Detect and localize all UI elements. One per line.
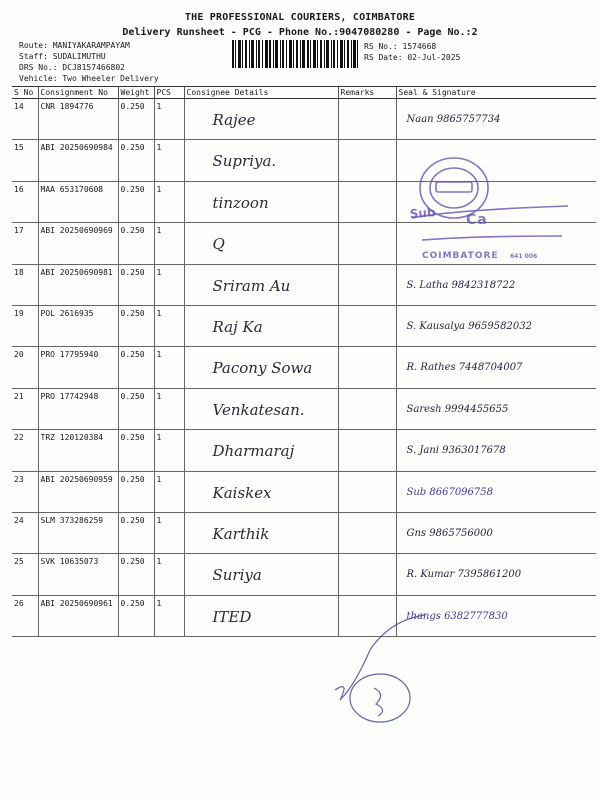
cell-remarks: [338, 430, 396, 471]
cell-seal-signature: [396, 305, 596, 346]
cell-weight: 0.250: [118, 347, 154, 388]
cell-weight: 0.250: [118, 430, 154, 471]
handwritten-signature: Saresh 9994455655: [406, 403, 509, 415]
cell-remarks: [338, 595, 396, 636]
col-header-weight: Weight: [118, 87, 154, 99]
table-row: [12, 264, 596, 305]
cell-seal-signature: [396, 347, 596, 388]
cell-pcs: 1: [154, 554, 184, 595]
cell-sno: 22: [12, 430, 38, 471]
col-header-signature: Seal & Signature: [396, 87, 596, 99]
cell-sno: 15: [12, 140, 38, 181]
cell-weight: 0.250: [118, 595, 154, 636]
svg-text:Ca: Ca: [466, 212, 488, 228]
cell-seal-signature: [396, 471, 596, 512]
table-row: [12, 512, 596, 553]
runsheet-subtitle: Delivery Runsheet - PCG - Phone No.:9047080280 - Page No.:2: [122, 27, 478, 38]
cell-consignee-details: [184, 554, 338, 595]
cell-consignee-details: [184, 388, 338, 429]
table-row: [12, 388, 596, 429]
cell-sno: 20: [12, 347, 38, 388]
cell-consignment-no: ABI 20250690981: [38, 264, 118, 305]
cell-sno: 19: [12, 305, 38, 346]
cell-consignment-no: MAA 653170608: [38, 181, 118, 222]
cell-seal-signature: [396, 512, 596, 553]
cell-seal-signature: [396, 223, 596, 264]
rs-number: RS No.: 1574668: [364, 42, 437, 51]
cell-pcs: 1: [154, 140, 184, 181]
handwritten-signature: S. Latha 9842318722: [406, 279, 516, 291]
cell-weight: 0.250: [118, 264, 154, 305]
handwritten-consignee-name: Rajee: [212, 111, 256, 129]
cell-pcs: 1: [154, 512, 184, 553]
handwritten-consignee-name: Suriya: [212, 566, 262, 585]
table-row: [12, 99, 596, 140]
cell-sno: 14: [12, 99, 38, 140]
handwritten-signature: Naan 9865757734: [406, 114, 501, 125]
cell-consignee-details: [184, 595, 338, 636]
handwritten-signature: R. Rathes 7448704007: [406, 362, 523, 374]
cell-consignment-no: PRO 17795940: [38, 347, 118, 388]
cell-consignment-no: TRZ 120120384: [38, 430, 118, 471]
col-header-pcs: PCS: [154, 87, 184, 99]
handwritten-signature: Sub 8667096758: [406, 486, 493, 498]
cell-consignee-details: [184, 264, 338, 305]
cell-consignment-no: ABI 20250690969: [38, 223, 118, 264]
cell-remarks: [338, 305, 396, 346]
col-header-remarks: Remarks: [338, 87, 396, 99]
company-title: THE PROFESSIONAL COURIERS, COIMBATORE: [184, 12, 416, 23]
rs-date: RS Date: 02-Jul-2025: [364, 53, 461, 62]
cell-weight: 0.250: [118, 471, 154, 512]
vehicle-label: Vehicle: Two Wheeler Delivery: [19, 74, 159, 83]
cell-consignee-details: [184, 471, 338, 512]
runsheet-table: [12, 86, 596, 637]
table-row: [12, 347, 596, 388]
svg-text:Sub: Sub: [409, 205, 436, 221]
drs-number: DRS No.: DCJ8157466802: [19, 63, 125, 72]
cell-weight: 0.250: [118, 223, 154, 264]
handwritten-consignee-name: ITED: [212, 607, 252, 626]
cell-remarks: [338, 347, 396, 388]
handwritten-consignee-name: Raj Ka: [212, 317, 263, 336]
cell-seal-signature: [396, 181, 596, 222]
table-row: [12, 305, 596, 346]
cell-pcs: 1: [154, 471, 184, 512]
cell-pcs: 1: [154, 181, 184, 222]
cell-remarks: [338, 140, 396, 181]
cell-remarks: [338, 264, 396, 305]
handwritten-consignee-name: Venkatesan.: [212, 400, 305, 419]
cell-seal-signature: [396, 554, 596, 595]
cell-remarks: [338, 388, 396, 429]
cell-remarks: [338, 99, 396, 140]
cell-consignee-details: [184, 99, 338, 140]
handwritten-signature: R. Kumar 7395861200: [406, 569, 522, 581]
table-row: [12, 554, 596, 595]
staff-label: Staff: SUDALIMUTHU: [19, 52, 106, 61]
cell-seal-signature: [396, 595, 596, 636]
cell-remarks: [338, 181, 396, 222]
cell-pcs: 1: [154, 595, 184, 636]
cell-sno: 21: [12, 388, 38, 429]
table-row: [12, 140, 596, 181]
cell-pcs: 1: [154, 264, 184, 305]
cell-weight: 0.250: [118, 512, 154, 553]
cell-pcs: 1: [154, 223, 184, 264]
cell-consignment-no: PRO 17742948: [38, 388, 118, 429]
handwritten-consignee-name: Supriya.: [212, 152, 277, 171]
cell-consignment-no: ABI 20250690961: [38, 595, 118, 636]
cell-remarks: [338, 223, 396, 264]
cell-consignee-details: [184, 140, 338, 181]
cell-weight: 0.250: [118, 554, 154, 595]
cell-sno: 26: [12, 595, 38, 636]
cell-sno: 17: [12, 223, 38, 264]
cell-consignee-details: [184, 512, 338, 553]
handwritten-signature: Gns 9865756000: [406, 527, 493, 539]
cell-sno: 24: [12, 512, 38, 553]
cell-pcs: 1: [154, 305, 184, 346]
svg-text:641 006: 641 006: [510, 253, 538, 260]
cell-consignee-details: [184, 347, 338, 388]
col-header-consignee: Consignee Details: [184, 87, 338, 99]
cell-remarks: [338, 471, 396, 512]
cell-consignee-details: [184, 223, 338, 264]
table-row: [12, 471, 596, 512]
table-row: [12, 430, 596, 471]
handwritten-consignee-name: Dharmaraj: [212, 442, 295, 461]
table-row: [12, 595, 596, 636]
cell-seal-signature: [396, 99, 596, 140]
cell-weight: 0.250: [118, 388, 154, 429]
cell-sno: 18: [12, 264, 38, 305]
cell-weight: 0.250: [118, 181, 154, 222]
handwritten-signature: S. Jani 9363017678: [406, 445, 506, 457]
cell-weight: 0.250: [118, 99, 154, 140]
handwritten-consignee-name: Pacony Sowa: [212, 359, 313, 378]
cell-consignee-details: [184, 181, 338, 222]
cell-consignment-no: SLM 373286259: [38, 512, 118, 553]
barcode-image: [232, 40, 358, 68]
col-header-sno: S No: [12, 87, 38, 99]
col-header-consignment: Consignment No: [38, 87, 118, 99]
cell-weight: 0.250: [118, 305, 154, 346]
cell-consignee-details: [184, 430, 338, 471]
cell-pcs: 1: [154, 99, 184, 140]
cell-consignment-no: CNR 1894776: [38, 99, 118, 140]
table-row: [12, 223, 596, 264]
handwritten-signature: thangs 6382777830: [406, 610, 508, 622]
handwritten-signature: S. Kausalya 9659582032: [406, 320, 532, 332]
cell-sno: 16: [12, 181, 38, 222]
handwritten-consignee-name: Kaiskex: [212, 483, 272, 502]
stamp-text: COIMBATORE: [422, 251, 499, 261]
cell-sno: 25: [12, 554, 38, 595]
handwritten-consignee-name: tinzoon: [212, 193, 269, 212]
table-header-row: [12, 87, 596, 99]
cell-consignee-details: [184, 305, 338, 346]
cell-sno: 23: [12, 471, 38, 512]
handwritten-consignee-name: Q: [212, 235, 225, 254]
cell-remarks: [338, 512, 396, 553]
handwritten-consignee-name: Sriram Au: [212, 276, 291, 295]
cell-pcs: 1: [154, 430, 184, 471]
cell-consignment-no: SVK 10635073: [38, 554, 118, 595]
cell-pcs: 1: [154, 388, 184, 429]
cell-seal-signature: [396, 430, 596, 471]
cell-seal-signature: [396, 140, 596, 181]
cell-weight: 0.250: [118, 140, 154, 181]
cell-seal-signature: [396, 264, 596, 305]
cell-consignment-no: ABI 20250690984: [38, 140, 118, 181]
route-label: Route: MANIYAKARAMPAYAM: [19, 41, 130, 50]
cell-consignment-no: ABI 20250690959: [38, 471, 118, 512]
cell-remarks: [338, 554, 396, 595]
cell-pcs: 1: [154, 347, 184, 388]
table-row: [12, 181, 596, 222]
handwritten-consignee-name: Karthik: [212, 524, 270, 543]
cell-consignment-no: POL 2616935: [38, 305, 118, 346]
cell-seal-signature: [396, 388, 596, 429]
